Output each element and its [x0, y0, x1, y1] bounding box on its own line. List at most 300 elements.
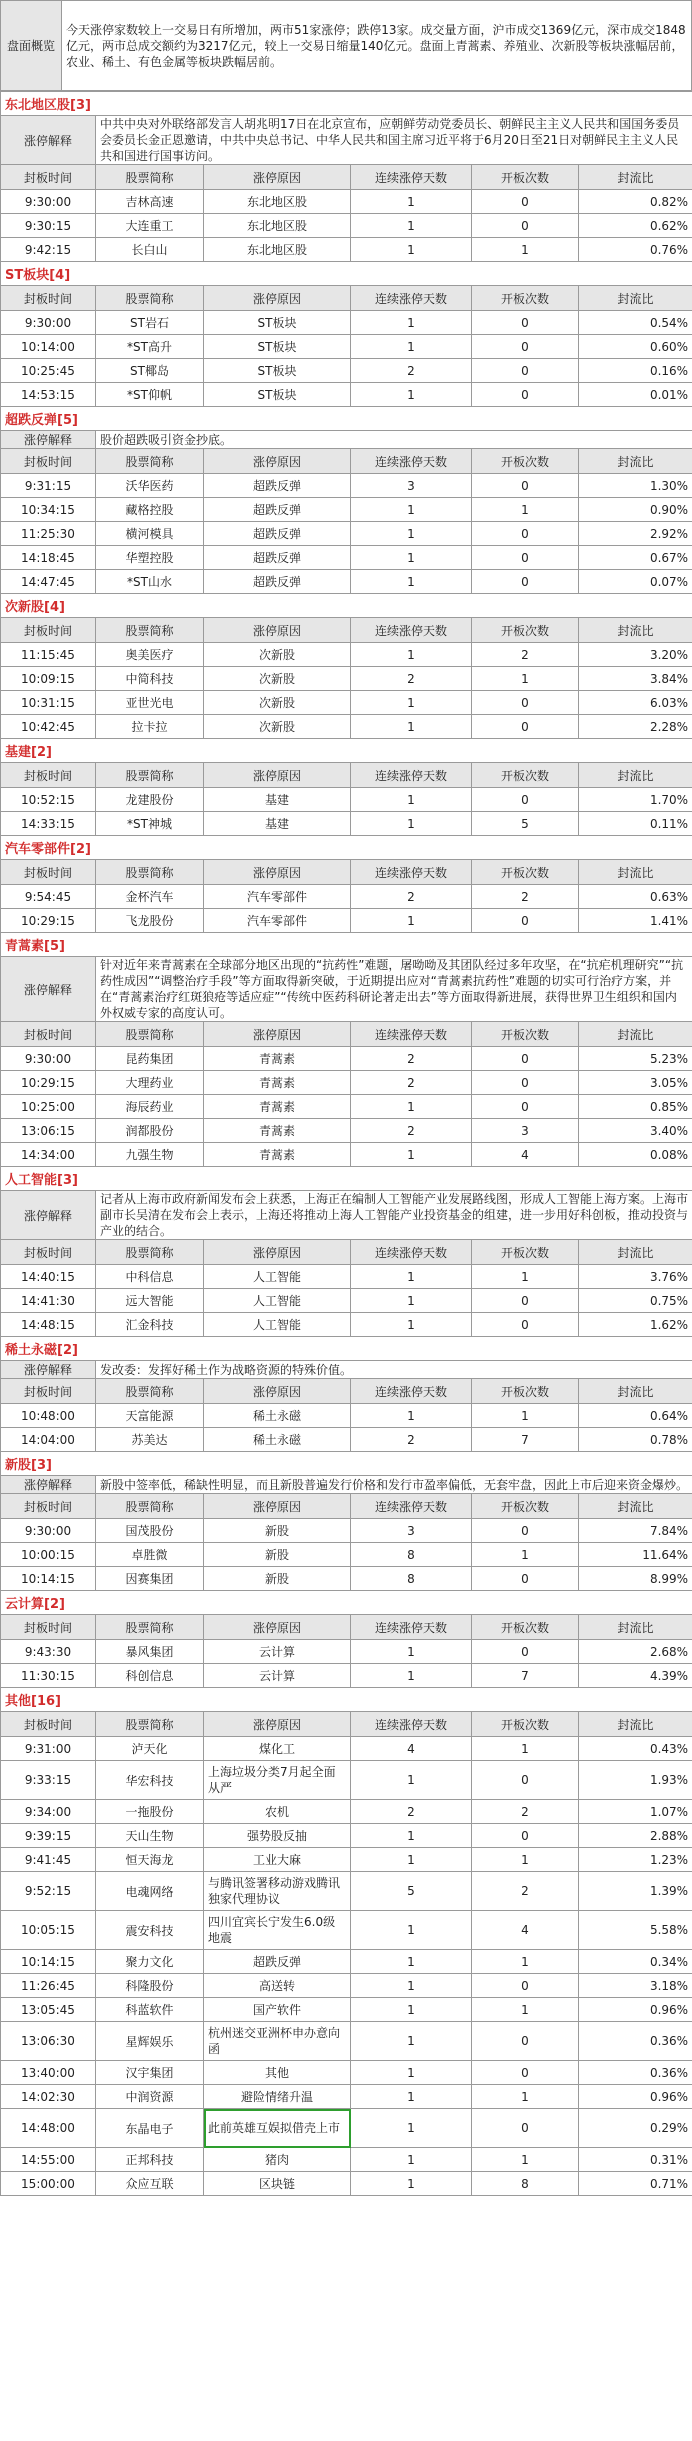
seal-time-cell: 14:40:15 — [1, 1265, 96, 1289]
table-row — [1, 546, 692, 570]
header-limit-reason: 涨停原因 — [204, 1712, 351, 1737]
header-seal-time: 封板时间 — [1, 1615, 96, 1640]
limit-reason-cell: 次新股 — [204, 691, 351, 715]
sector-title-row — [1, 407, 692, 431]
seal-time-cell: 9:30:00 — [1, 1519, 96, 1543]
seal-ratio-cell: 6.03% — [579, 691, 692, 715]
limit-reason-cell: 青蒿素 — [204, 1143, 351, 1167]
sector-reason-row — [1, 1191, 692, 1240]
seal-time-cell: 14:47:45 — [1, 570, 96, 594]
seal-time-cell: 11:30:15 — [1, 1664, 96, 1688]
header-seal-time: 封板时间 — [1, 1240, 96, 1265]
consecutive-days-cell: 1 — [351, 522, 472, 546]
stock-name-cell: *ST神城 — [96, 812, 204, 836]
stock-name-cell: 众应互联 — [96, 2172, 204, 2196]
limit-reason-cell: 云计算 — [204, 1640, 351, 1664]
stock-name-cell: 科隆股份 — [96, 1974, 204, 1998]
seal-time-cell: 13:05:45 — [1, 1998, 96, 2022]
open-count-cell: 0 — [472, 1974, 579, 1998]
table-row — [1, 1998, 692, 2022]
limit-reason-cell: 云计算 — [204, 1664, 351, 1688]
seal-time-cell: 10:05:15 — [1, 1911, 96, 1950]
seal-ratio-cell: 0.54% — [579, 311, 692, 335]
seal-ratio-cell: 7.84% — [579, 1519, 692, 1543]
consecutive-days-cell: 2 — [351, 359, 472, 383]
limit-reason-cell: 稀土永磁 — [204, 1404, 351, 1428]
seal-ratio-cell: 8.99% — [579, 1567, 692, 1591]
table-row — [1, 1974, 692, 1998]
seal-time-cell: 13:06:30 — [1, 2022, 96, 2061]
sector-title-row — [1, 1167, 692, 1191]
reason-label: 涨停解释 — [1, 957, 96, 1022]
consecutive-days-cell: 1 — [351, 2172, 472, 2196]
limit-reason-cell: 煤化工 — [204, 1737, 351, 1761]
stock-name-cell: 奥美医疗 — [96, 643, 204, 667]
consecutive-days-cell: 2 — [351, 1071, 472, 1095]
seal-time-cell: 10:29:15 — [1, 909, 96, 933]
consecutive-days-cell: 1 — [351, 570, 472, 594]
reason-label: 涨停解释 — [1, 1476, 96, 1494]
header-stock-name: 股票简称 — [96, 1494, 204, 1519]
open-count-cell: 0 — [472, 2022, 579, 2061]
stock-name-cell: 昆药集团 — [96, 1047, 204, 1071]
open-count-cell: 1 — [472, 1265, 579, 1289]
limit-reason-cell: 超跌反弹 — [204, 498, 351, 522]
table-row — [1, 1911, 692, 1950]
seal-ratio-cell: 0.71% — [579, 2172, 692, 2196]
table-row — [1, 667, 692, 691]
header-open-count: 开板次数 — [472, 1615, 579, 1640]
table-row — [1, 311, 692, 335]
seal-ratio-cell: 0.01% — [579, 383, 692, 407]
table-row — [1, 1640, 692, 1664]
reason-text: 发改委：发挥好稀土作为战略资源的特殊价值。 — [96, 1361, 692, 1379]
stock-name-cell: 震安科技 — [96, 1911, 204, 1950]
table-row — [1, 643, 692, 667]
stock-name-cell: 科创信息 — [96, 1664, 204, 1688]
table-row — [1, 1737, 692, 1761]
open-count-cell: 4 — [472, 1911, 579, 1950]
stock-name-cell: 中科信息 — [96, 1265, 204, 1289]
limit-reason-cell: 超跌反弹 — [204, 522, 351, 546]
limit-up-table — [0, 91, 692, 2196]
seal-time-cell: 14:18:45 — [1, 546, 96, 570]
seal-time-cell: 9:43:30 — [1, 1640, 96, 1664]
seal-ratio-cell: 1.30% — [579, 474, 692, 498]
stock-name-cell: 中简科技 — [96, 667, 204, 691]
seal-time-cell: 10:34:15 — [1, 498, 96, 522]
seal-ratio-cell: 1.39% — [579, 1872, 692, 1911]
table-row — [1, 1800, 692, 1824]
header-open-count: 开板次数 — [472, 449, 579, 474]
stock-name-cell: 横河模具 — [96, 522, 204, 546]
overview-label: 盘面概览 — [1, 1, 62, 91]
seal-time-cell: 10:31:15 — [1, 691, 96, 715]
table-row — [1, 691, 692, 715]
open-count-cell: 0 — [472, 522, 579, 546]
consecutive-days-cell: 1 — [351, 812, 472, 836]
open-count-cell: 0 — [472, 909, 579, 933]
header-seal-ratio: 封流比 — [579, 618, 692, 643]
seal-time-cell: 14:33:15 — [1, 812, 96, 836]
seal-ratio-cell: 0.96% — [579, 2085, 692, 2109]
open-count-cell: 1 — [472, 2085, 579, 2109]
table-row — [1, 474, 692, 498]
consecutive-days-cell: 1 — [351, 2109, 472, 2148]
seal-time-cell: 10:00:15 — [1, 1543, 96, 1567]
consecutive-days-cell: 1 — [351, 2022, 472, 2061]
limit-reason-cell: 基建 — [204, 812, 351, 836]
seal-time-cell: 14:04:00 — [1, 1428, 96, 1452]
consecutive-days-cell: 1 — [351, 1950, 472, 1974]
table-row — [1, 1071, 692, 1095]
open-count-cell: 0 — [472, 474, 579, 498]
limit-reason-cell: ST板块 — [204, 359, 351, 383]
column-header-row — [1, 618, 692, 643]
table-row — [1, 1289, 692, 1313]
limit-reason-cell: ST板块 — [204, 311, 351, 335]
reason-text: 新股中签率低，稀缺性明显，而且新股普遍发行价格和发行市盈率偏低，无套牢盘，因此上市后迎来资金爆炒。 — [96, 1476, 692, 1494]
reason-label: 涨停解释 — [1, 1191, 96, 1240]
header-open-count: 开板次数 — [472, 165, 579, 190]
limit-reason-cell: ST板块 — [204, 383, 351, 407]
limit-reason-cell: 与腾讯签署移动游戏腾讯独家代理协议 — [204, 1872, 351, 1911]
stock-name-cell: 拉卡拉 — [96, 715, 204, 739]
seal-ratio-cell: 5.58% — [579, 1911, 692, 1950]
header-seal-time: 封板时间 — [1, 286, 96, 311]
open-count-cell: 2 — [472, 1800, 579, 1824]
seal-ratio-cell: 0.08% — [579, 1143, 692, 1167]
table-row — [1, 1519, 692, 1543]
header-consecutive-days: 连续涨停天数 — [351, 1494, 472, 1519]
open-count-cell: 1 — [472, 667, 579, 691]
seal-ratio-cell: 5.23% — [579, 1047, 692, 1071]
open-count-cell: 0 — [472, 570, 579, 594]
seal-ratio-cell: 1.70% — [579, 788, 692, 812]
seal-time-cell: 14:48:00 — [1, 2109, 96, 2148]
open-count-cell: 0 — [472, 335, 579, 359]
table-row — [1, 885, 692, 909]
header-consecutive-days: 连续涨停天数 — [351, 860, 472, 885]
seal-ratio-cell: 0.36% — [579, 2022, 692, 2061]
limit-reason-cell: 超跌反弹 — [204, 546, 351, 570]
sector-title: ST板块[4] — [1, 262, 692, 286]
open-count-cell: 3 — [472, 1119, 579, 1143]
sector-title: 青蒿素[5] — [1, 933, 692, 957]
seal-time-cell: 10:48:00 — [1, 1404, 96, 1428]
seal-time-cell: 9:31:15 — [1, 474, 96, 498]
seal-ratio-cell: 0.34% — [579, 1950, 692, 1974]
consecutive-days-cell: 1 — [351, 1143, 472, 1167]
table-row — [1, 214, 692, 238]
sector-title: 云计算[2] — [1, 1591, 692, 1615]
column-header-row — [1, 763, 692, 788]
seal-time-cell: 10:42:45 — [1, 715, 96, 739]
header-limit-reason: 涨停原因 — [204, 618, 351, 643]
open-count-cell: 0 — [472, 1567, 579, 1591]
header-consecutive-days: 连续涨停天数 — [351, 763, 472, 788]
header-limit-reason: 涨停原因 — [204, 1022, 351, 1047]
seal-time-cell: 9:54:45 — [1, 885, 96, 909]
column-header-row — [1, 1022, 692, 1047]
consecutive-days-cell: 1 — [351, 691, 472, 715]
consecutive-days-cell: 1 — [351, 1404, 472, 1428]
limit-reason-cell: ST板块 — [204, 335, 351, 359]
consecutive-days-cell: 2 — [351, 1047, 472, 1071]
table-row — [1, 238, 692, 262]
seal-ratio-cell: 2.68% — [579, 1640, 692, 1664]
open-count-cell: 1 — [472, 1737, 579, 1761]
open-count-cell: 7 — [472, 1428, 579, 1452]
seal-time-cell: 14:48:15 — [1, 1313, 96, 1337]
seal-ratio-cell: 3.05% — [579, 1071, 692, 1095]
consecutive-days-cell: 2 — [351, 667, 472, 691]
table-row — [1, 715, 692, 739]
header-limit-reason: 涨停原因 — [204, 1494, 351, 1519]
seal-ratio-cell: 0.85% — [579, 1095, 692, 1119]
sector-reason-row — [1, 957, 692, 1022]
header-seal-ratio: 封流比 — [579, 1615, 692, 1640]
table-row — [1, 498, 692, 522]
column-header-row — [1, 286, 692, 311]
header-seal-time: 封板时间 — [1, 618, 96, 643]
open-count-cell: 4 — [472, 1143, 579, 1167]
open-count-cell: 0 — [472, 1824, 579, 1848]
table-row — [1, 2022, 692, 2061]
seal-time-cell: 9:30:15 — [1, 214, 96, 238]
seal-time-cell: 9:41:45 — [1, 1848, 96, 1872]
header-open-count: 开板次数 — [472, 1240, 579, 1265]
sector-title-row — [1, 262, 692, 286]
open-count-cell: 2 — [472, 643, 579, 667]
seal-time-cell: 14:02:30 — [1, 2085, 96, 2109]
limit-reason-cell: 新股 — [204, 1519, 351, 1543]
header-open-count: 开板次数 — [472, 1494, 579, 1519]
table-row — [1, 1872, 692, 1911]
consecutive-days-cell: 3 — [351, 1519, 472, 1543]
sector-title: 超跌反弹[5] — [1, 407, 692, 431]
stock-name-cell: 卓胜微 — [96, 1543, 204, 1567]
seal-time-cell: 10:52:15 — [1, 788, 96, 812]
open-count-cell: 0 — [472, 1519, 579, 1543]
seal-time-cell: 9:33:15 — [1, 1761, 96, 1800]
market-overview-table — [0, 0, 692, 91]
limit-reason-cell: 人工智能 — [204, 1313, 351, 1337]
consecutive-days-cell: 1 — [351, 1974, 472, 1998]
consecutive-days-cell: 1 — [351, 1824, 472, 1848]
sector-title: 东北地区股[3] — [1, 92, 692, 116]
consecutive-days-cell: 1 — [351, 1998, 472, 2022]
stock-name-cell: 远大智能 — [96, 1289, 204, 1313]
open-count-cell: 7 — [472, 1664, 579, 1688]
table-row — [1, 2109, 692, 2148]
header-consecutive-days: 连续涨停天数 — [351, 165, 472, 190]
header-limit-reason: 涨停原因 — [204, 763, 351, 788]
table-row — [1, 190, 692, 214]
header-open-count: 开板次数 — [472, 1379, 579, 1404]
stock-name-cell: 电魂网络 — [96, 1872, 204, 1911]
header-seal-time: 封板时间 — [1, 860, 96, 885]
stock-name-cell: 一拖股份 — [96, 1800, 204, 1824]
reason-text: 股价超跌吸引资金抄底。 — [96, 431, 692, 449]
header-limit-reason: 涨停原因 — [204, 1379, 351, 1404]
header-consecutive-days: 连续涨停天数 — [351, 1712, 472, 1737]
table-row — [1, 2148, 692, 2172]
open-count-cell: 8 — [472, 2172, 579, 2196]
seal-time-cell: 10:25:45 — [1, 359, 96, 383]
stock-name-cell: 大连重工 — [96, 214, 204, 238]
seal-ratio-cell: 0.64% — [579, 1404, 692, 1428]
header-limit-reason: 涨停原因 — [204, 1615, 351, 1640]
open-count-cell: 0 — [472, 311, 579, 335]
stock-name-cell: *ST高升 — [96, 335, 204, 359]
header-seal-ratio: 封流比 — [579, 1379, 692, 1404]
column-header-row — [1, 1240, 692, 1265]
seal-ratio-cell: 0.11% — [579, 812, 692, 836]
seal-ratio-cell: 1.23% — [579, 1848, 692, 1872]
seal-time-cell: 9:42:15 — [1, 238, 96, 262]
table-row — [1, 2061, 692, 2085]
table-row — [1, 2172, 692, 2196]
column-header-row — [1, 860, 692, 885]
limit-reason-cell: 次新股 — [204, 715, 351, 739]
header-seal-ratio: 封流比 — [579, 449, 692, 474]
table-row — [1, 1313, 692, 1337]
seal-time-cell: 15:00:00 — [1, 2172, 96, 2196]
stock-name-cell: 国茂股份 — [96, 1519, 204, 1543]
seal-time-cell: 10:25:00 — [1, 1095, 96, 1119]
stock-name-cell: 龙建股份 — [96, 788, 204, 812]
overview-text: 今天涨停家数较上一交易日有所增加，两市51家涨停；跌停13家。成交量方面，沪市成交1369亿元，深市成交1848亿元，两市总成交额约为3217亿元，较上一交易日缩量140亿元。盘面上青蒿素、养殖业、次新股等板块涨幅居前，农业、稀土、有色金属等板块跌幅居前。 — [62, 1, 692, 91]
reason-text: 中共中央对外联络部发言人胡兆明17日在北京宣布，应朝鲜劳动党委员长、朝鲜民主主义人民共和国国务委员会委员长金正恩邀请，中共中央总书记、中华人民共和国主席习近平将于6月20日至21日对朝鲜民主主义人民共和国进行国事访问。 — [96, 116, 692, 165]
seal-time-cell: 10:09:15 — [1, 667, 96, 691]
header-stock-name: 股票简称 — [96, 1615, 204, 1640]
seal-ratio-cell: 0.29% — [579, 2109, 692, 2148]
open-count-cell: 0 — [472, 1047, 579, 1071]
stock-name-cell: 泸天化 — [96, 1737, 204, 1761]
stock-name-cell: 汉宇集团 — [96, 2061, 204, 2085]
open-count-cell: 0 — [472, 190, 579, 214]
consecutive-days-cell: 1 — [351, 546, 472, 570]
open-count-cell: 5 — [472, 812, 579, 836]
seal-time-cell: 11:15:45 — [1, 643, 96, 667]
header-consecutive-days: 连续涨停天数 — [351, 286, 472, 311]
consecutive-days-cell: 1 — [351, 214, 472, 238]
header-open-count: 开板次数 — [472, 763, 579, 788]
table-row — [1, 1428, 692, 1452]
open-count-cell: 1 — [472, 1950, 579, 1974]
column-header-row — [1, 1494, 692, 1519]
open-count-cell: 0 — [472, 691, 579, 715]
stock-name-cell: 星辉娱乐 — [96, 2022, 204, 2061]
limit-reason-cell: 其他 — [204, 2061, 351, 2085]
consecutive-days-cell: 1 — [351, 788, 472, 812]
stock-name-cell: 天山生物 — [96, 1824, 204, 1848]
column-header-row — [1, 1712, 692, 1737]
table-row — [1, 1664, 692, 1688]
seal-ratio-cell: 2.28% — [579, 715, 692, 739]
stock-name-cell: *ST山水 — [96, 570, 204, 594]
seal-time-cell: 13:40:00 — [1, 2061, 96, 2085]
limit-reason-cell: 四川宜宾长宁发生6.0级地震 — [204, 1911, 351, 1950]
limit-reason-cell: 农机 — [204, 1800, 351, 1824]
header-seal-time: 封板时间 — [1, 763, 96, 788]
header-open-count: 开板次数 — [472, 618, 579, 643]
stock-name-cell: 暴风集团 — [96, 1640, 204, 1664]
table-row — [1, 1143, 692, 1167]
table-row — [1, 383, 692, 407]
stock-name-cell: 中润资源 — [96, 2085, 204, 2109]
header-seal-ratio: 封流比 — [579, 1022, 692, 1047]
header-stock-name: 股票简称 — [96, 1022, 204, 1047]
consecutive-days-cell: 1 — [351, 190, 472, 214]
open-count-cell: 2 — [472, 1872, 579, 1911]
table-row — [1, 1761, 692, 1800]
sector-title: 人工智能[3] — [1, 1167, 692, 1191]
seal-ratio-cell: 2.92% — [579, 522, 692, 546]
header-limit-reason: 涨停原因 — [204, 1240, 351, 1265]
header-open-count: 开板次数 — [472, 860, 579, 885]
stock-name-cell: 九强生物 — [96, 1143, 204, 1167]
seal-time-cell: 11:25:30 — [1, 522, 96, 546]
limit-reason-cell: 区块链 — [204, 2172, 351, 2196]
seal-ratio-cell: 11.64% — [579, 1543, 692, 1567]
stock-name-cell: 金杯汽车 — [96, 885, 204, 909]
sector-title: 稀土永磁[2] — [1, 1337, 692, 1361]
table-row — [1, 1567, 692, 1591]
open-count-cell: 0 — [472, 2061, 579, 2085]
stock-name-cell: 润都股份 — [96, 1119, 204, 1143]
stock-name-cell: 海辰药业 — [96, 1095, 204, 1119]
seal-ratio-cell: 0.82% — [579, 190, 692, 214]
sector-title-row — [1, 1452, 692, 1476]
open-count-cell: 1 — [472, 1404, 579, 1428]
header-limit-reason: 涨停原因 — [204, 860, 351, 885]
header-seal-ratio: 封流比 — [579, 165, 692, 190]
table-row — [1, 335, 692, 359]
seal-time-cell: 13:06:15 — [1, 1119, 96, 1143]
header-seal-time: 封板时间 — [1, 449, 96, 474]
header-seal-ratio: 封流比 — [579, 860, 692, 885]
sector-reason-row — [1, 431, 692, 449]
limit-reason-cell: 超跌反弹 — [204, 1950, 351, 1974]
stock-name-cell: 飞龙股份 — [96, 909, 204, 933]
open-count-cell: 0 — [472, 383, 579, 407]
limit-reason-cell: 国产软件 — [204, 1998, 351, 2022]
seal-time-cell: 14:53:15 — [1, 383, 96, 407]
open-count-cell: 2 — [472, 885, 579, 909]
seal-ratio-cell: 0.63% — [579, 885, 692, 909]
seal-time-cell: 10:14:00 — [1, 335, 96, 359]
seal-ratio-cell: 0.16% — [579, 359, 692, 383]
table-row — [1, 522, 692, 546]
sector-title: 新股[3] — [1, 1452, 692, 1476]
table-row — [1, 909, 692, 933]
consecutive-days-cell: 2 — [351, 1800, 472, 1824]
header-consecutive-days: 连续涨停天数 — [351, 1022, 472, 1047]
seal-ratio-cell: 4.39% — [579, 1664, 692, 1688]
open-count-cell: 0 — [472, 1095, 579, 1119]
open-count-cell: 0 — [472, 1071, 579, 1095]
limit-reason-cell: 次新股 — [204, 643, 351, 667]
limit-reason-cell: 超跌反弹 — [204, 474, 351, 498]
seal-ratio-cell: 0.78% — [579, 1428, 692, 1452]
open-count-cell: 0 — [472, 1289, 579, 1313]
limit-reason-cell: 青蒿素 — [204, 1095, 351, 1119]
stock-name-cell: 聚力文化 — [96, 1950, 204, 1974]
sector-title-row — [1, 594, 692, 618]
stock-name-cell: 大理药业 — [96, 1071, 204, 1095]
